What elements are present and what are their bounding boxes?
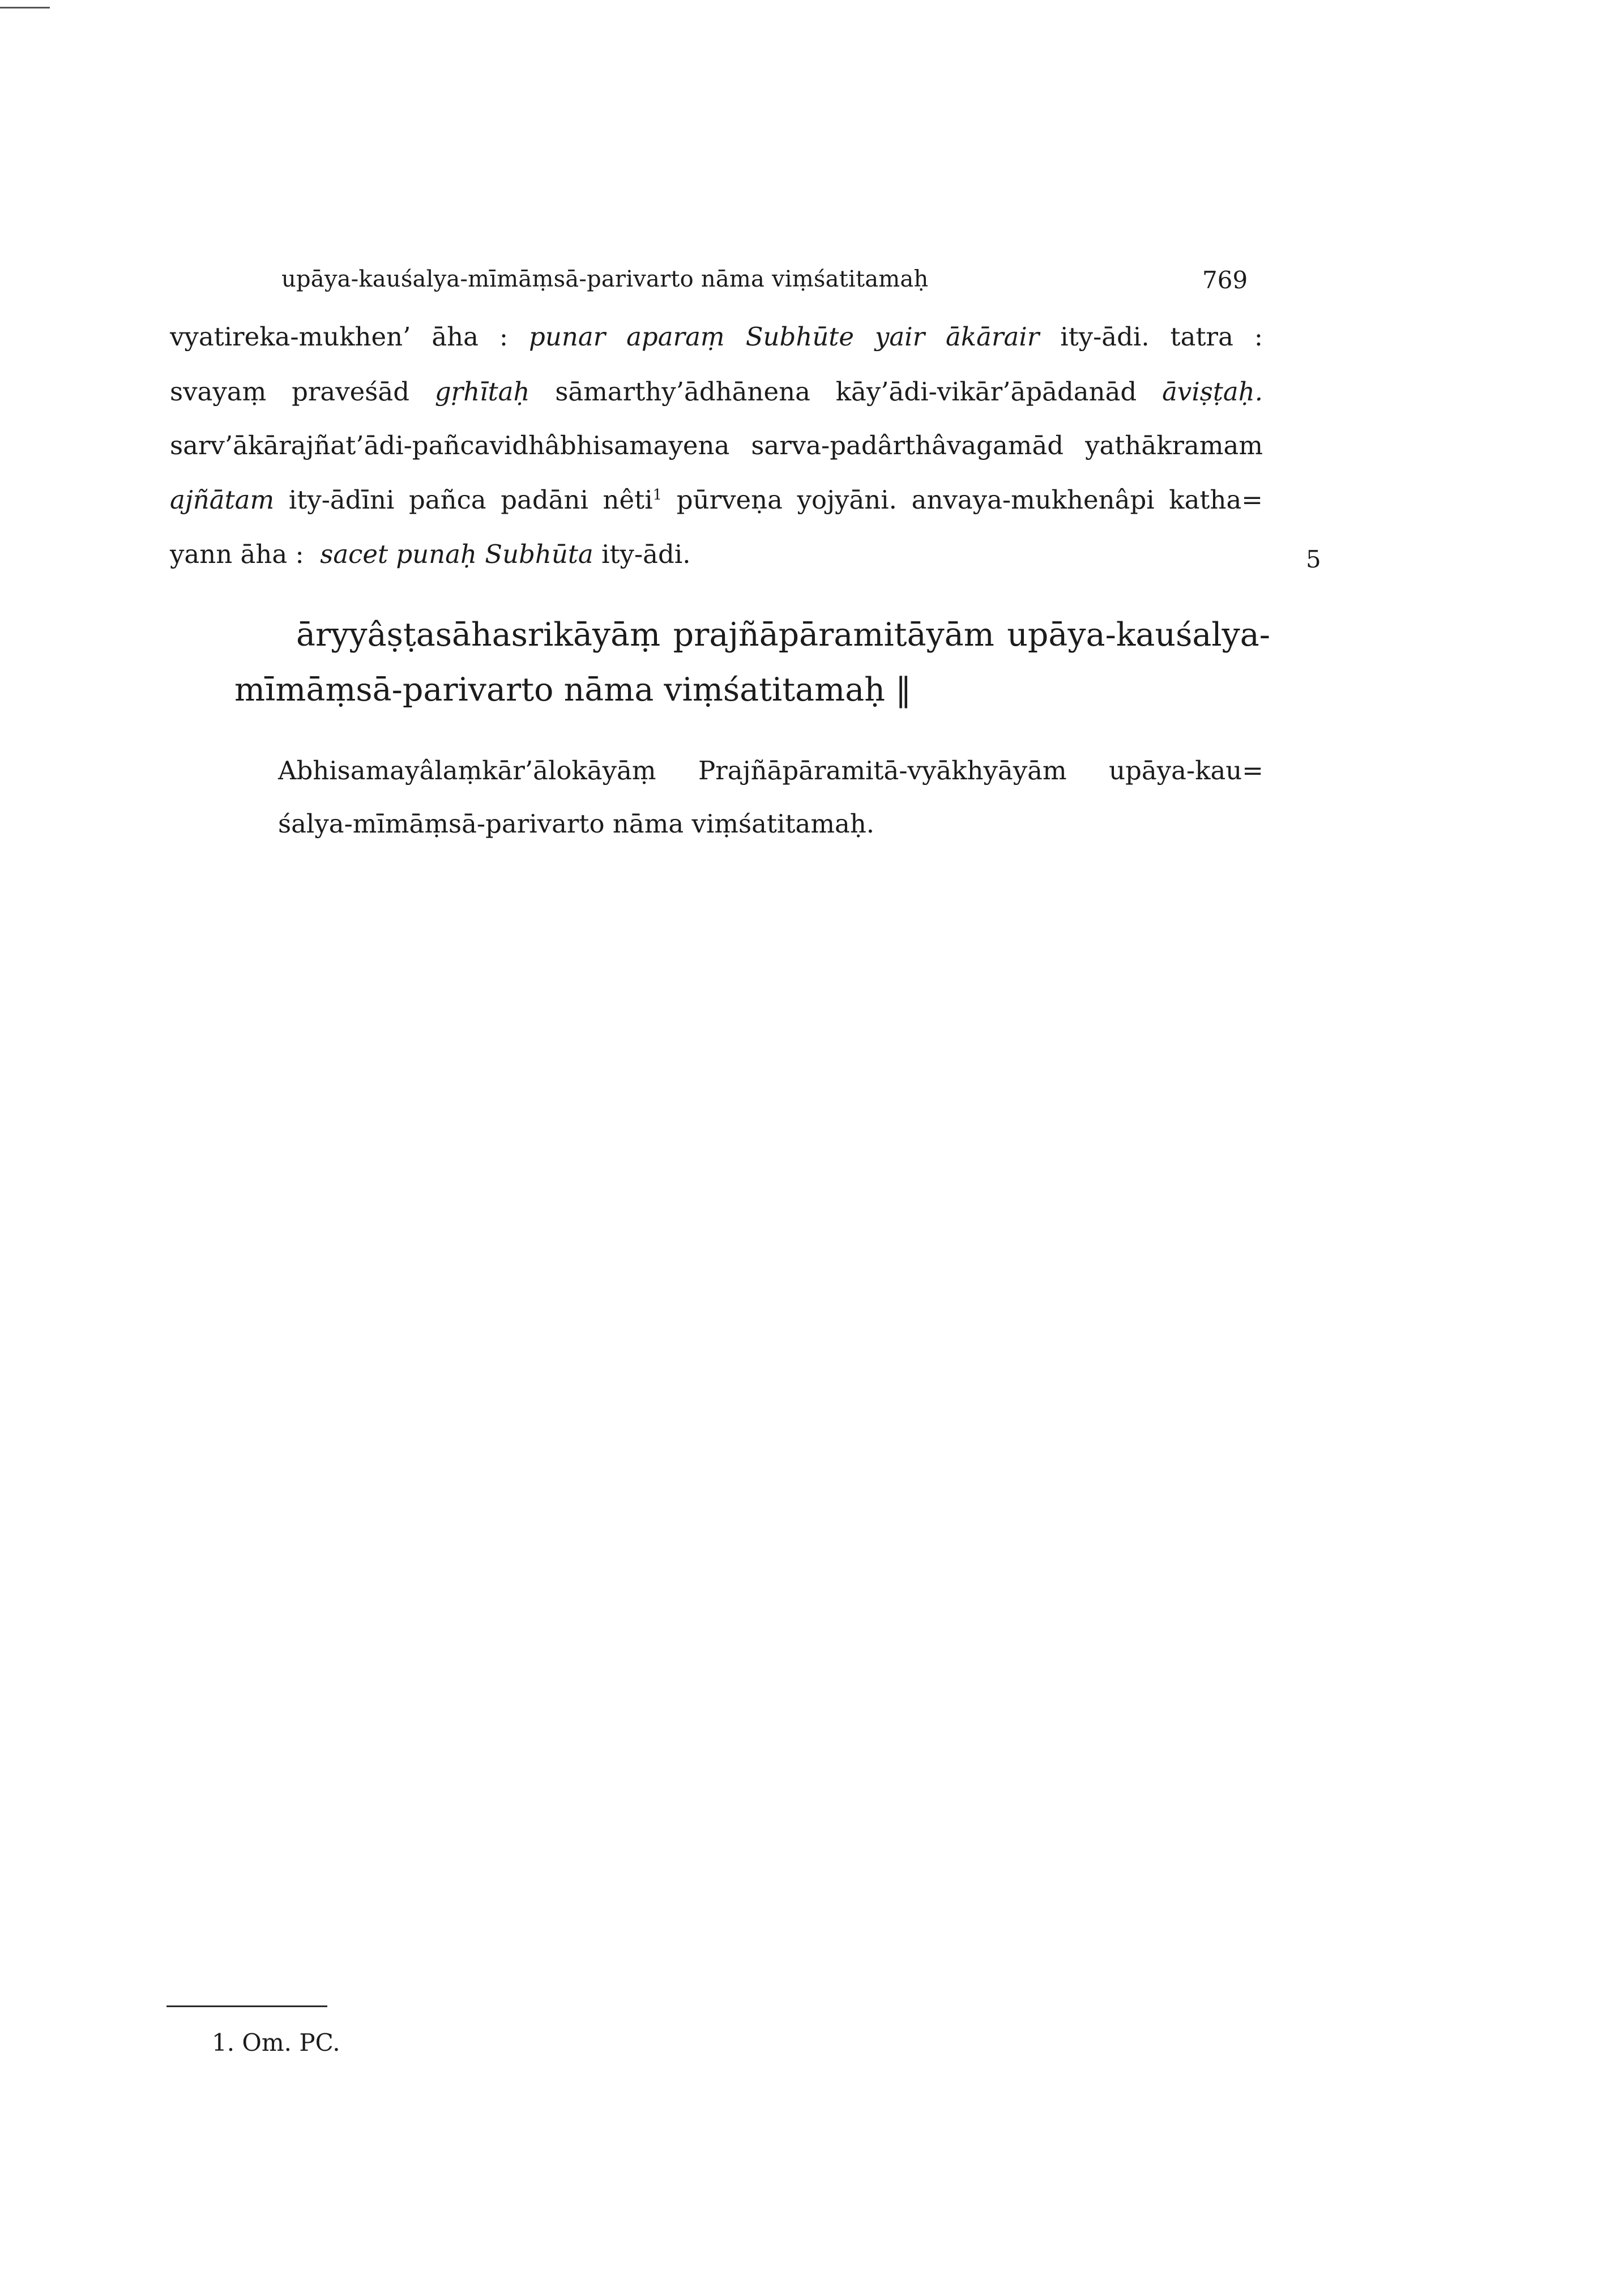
text-span: yann āha :: [170, 539, 304, 569]
quoted-sutra-text: punar aparaṃ Subhūte yair ākārair: [529, 322, 1040, 352]
running-header: upāya-kauśalya-mīmāṃsā-parivarto nāma viṃśatitamaḥ: [281, 266, 929, 292]
commentary-colophon-line-2: śalya-mīmāṃsā-parivarto nāma viṃśatitamaḥ.: [278, 809, 875, 839]
text-span: ity-ādi.: [601, 539, 691, 569]
text-span: svayaṃ praveśād: [170, 377, 410, 407]
footnote-reference: 1: [652, 486, 663, 503]
commentary-colophon-line-1: Abhisamayâlaṃkār’ālokāyāṃ Prajñāpāramitā-vyākhyāyām upāya-kau=: [278, 756, 1263, 786]
body-line-2: [170, 377, 1263, 407]
colophon-line-2: mīmāṃsā-parivarto nāma viṃśatitamaḥ ‖: [234, 671, 912, 709]
body-line-3: sarv’ākārajñat’ādi-pañcavidhâbhisamayena sarva-padârthâvagamād yathākramam: [170, 430, 1263, 460]
colophon-line-1: āryyâṣṭasāhasrikāyāṃ prajñāpāramitāyām upāya-kauśalya-: [296, 616, 1270, 654]
body-line-5: [170, 539, 1263, 569]
text-span: ity-ādi. tatra :: [1060, 322, 1263, 352]
quoted-sutra-text: sacet punaḥ Subhūta: [320, 539, 593, 569]
quoted-sutra-text: ajñātam: [170, 485, 275, 515]
margin-line-number: 5: [1306, 545, 1321, 573]
text-span: vyatireka-mukhen’ āha :: [170, 322, 509, 352]
text-span: sāmarthy’ādhānena kāy’ādi-vikār’āpādanād: [555, 377, 1137, 407]
text-span: ity-ādīni pañca padāni nêti: [288, 485, 653, 515]
page-number: 769: [1202, 266, 1248, 294]
scan-corner-mark: [0, 7, 50, 8]
footnote: 1. Om. PC.: [212, 2029, 340, 2056]
quoted-sutra-text: āviṣṭaḥ.: [1162, 377, 1263, 407]
footnote-divider: [166, 2005, 327, 2007]
text-span: pūrveṇa yojyāni. anvaya-mukhenâpi katha=: [676, 485, 1263, 515]
body-line-1: [170, 322, 1263, 352]
quoted-sutra-text: gṛhītaḥ: [434, 377, 530, 407]
body-line-4: [170, 485, 1263, 515]
